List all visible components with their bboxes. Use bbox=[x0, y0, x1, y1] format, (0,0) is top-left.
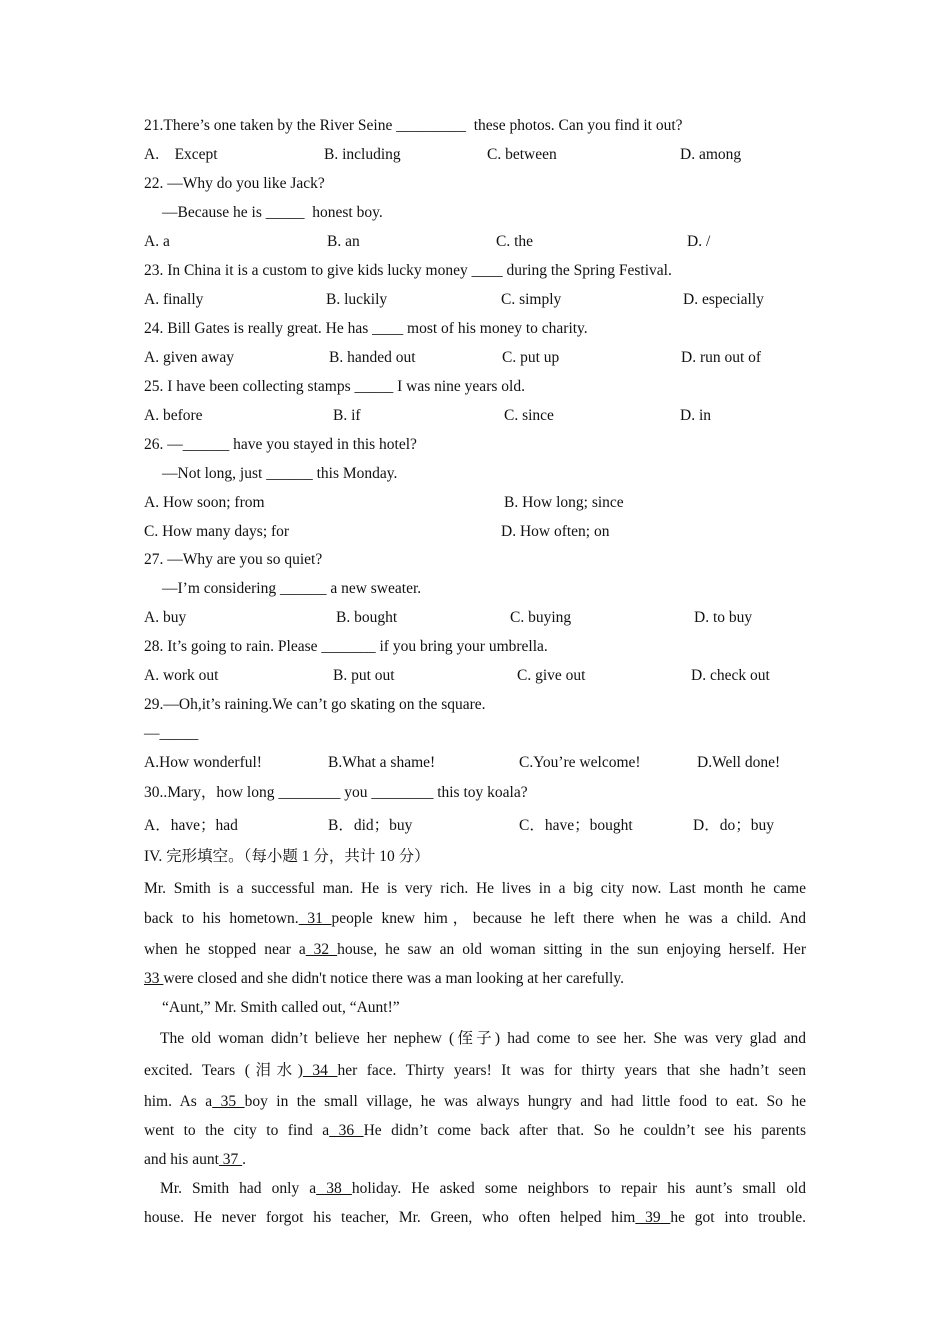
q26-option-b: B. How long; since bbox=[504, 494, 624, 511]
question-24-stem: 24. Bill Gates is really great. He has ____ most of his money to charity. bbox=[144, 320, 588, 337]
question-27-stem: 27. —Why are you so quiet? bbox=[144, 551, 323, 568]
q26-option-d: D. How often; on bbox=[501, 523, 610, 540]
q23-option-a: A. finally bbox=[144, 291, 204, 308]
passage-text: he got into trouble. bbox=[670, 1209, 807, 1226]
q30-option-a: A．have；had bbox=[144, 817, 238, 834]
passage-text: her face. Thirty years! It was for thirty years that she hadn’t seen bbox=[337, 1062, 806, 1079]
q21-option-c: C. between bbox=[487, 146, 557, 163]
question-22-stem: 22. —Why do you like Jack? bbox=[144, 175, 325, 192]
passage-line: The old woman didn’t believe her nephew (侄子) had come to see her. She was very glad and bbox=[160, 1030, 806, 1047]
passage-text: He didn’t come back after that. So he couldn’t see his parents bbox=[363, 1122, 806, 1139]
question-23-stem: 23. In China it is a custom to give kids lucky money ____ during the Spring Festival. bbox=[144, 262, 672, 279]
q22-option-c: C. the bbox=[496, 233, 534, 250]
passage-text: people knew him，because he left there when he was a child. And bbox=[331, 910, 806, 927]
question-26-stem: 26. —______ have you stayed in this hotel? bbox=[144, 436, 417, 453]
q26-option-a: A. How soon; from bbox=[144, 494, 265, 511]
passage-line bbox=[144, 1150, 806, 1170]
q21-option-a: A. Except bbox=[144, 146, 218, 163]
q25-option-a: A. before bbox=[144, 407, 203, 424]
q27-option-d: D. to buy bbox=[694, 609, 753, 626]
q29-option-d: D.Well done! bbox=[697, 754, 781, 771]
passage-text: went to the city to find a bbox=[144, 1122, 330, 1139]
passage-text: when he stopped near a bbox=[144, 941, 306, 958]
q29-option-c: C.You’re welcome! bbox=[519, 754, 641, 771]
q30-option-c: C．have；bought bbox=[519, 817, 633, 834]
passage-text: . bbox=[242, 1151, 247, 1168]
passage-text: excited. Tears (泪水) bbox=[144, 1062, 303, 1079]
q30-option-b: B．did；buy bbox=[328, 817, 413, 834]
passage-line bbox=[144, 909, 806, 929]
passage-line bbox=[144, 1121, 806, 1141]
q25-option-d: D. in bbox=[680, 407, 711, 424]
q25-option-c: C. since bbox=[504, 407, 554, 424]
passage-text: house. He never forgot his teacher, Mr. Green, who often helped him bbox=[144, 1209, 636, 1226]
passage-text: were closed and she didn't notice there was a man looking at her carefully. bbox=[163, 970, 624, 987]
q23-option-b: B. luckily bbox=[326, 291, 388, 308]
q22-option-a: A. a bbox=[144, 233, 170, 250]
blank-38: 38 bbox=[316, 1180, 352, 1197]
section-heading: IV. 完形填空。（每小题 1 分，共计 10 分） bbox=[144, 848, 430, 865]
passage-line bbox=[144, 969, 806, 989]
q24-option-d: D. run out of bbox=[681, 349, 762, 366]
passage-line bbox=[160, 1179, 806, 1199]
question-29-stem: 29.—Oh,it’s raining.We can’t go skating on the square. bbox=[144, 696, 486, 713]
question-29-reply: —_____ bbox=[144, 725, 199, 742]
blank-31: 31 bbox=[298, 910, 332, 927]
passage-text: back to his hometown. bbox=[144, 910, 299, 927]
passage-line bbox=[144, 1208, 806, 1228]
q29-option-b: B.What a shame! bbox=[328, 754, 436, 771]
q28-option-a: A. work out bbox=[144, 667, 219, 684]
q21-option-d: D. among bbox=[680, 146, 742, 163]
q27-option-a: A. buy bbox=[144, 609, 187, 626]
q28-option-d: D. check out bbox=[691, 667, 770, 684]
q23-option-d: D. especially bbox=[683, 291, 764, 308]
question-25-stem: 25. I have been collecting stamps _____ I was nine years old. bbox=[144, 378, 525, 395]
passage-text: boy in the small village, he was always hungry and had little food to eat. So he bbox=[244, 1093, 806, 1110]
question-21-stem: 21.There’s one taken by the River Seine _________ these photos. Can you find it out? bbox=[144, 117, 683, 134]
q22-option-d: D. / bbox=[687, 233, 711, 250]
blank-39: 39 bbox=[635, 1209, 671, 1226]
q27-option-c: C. buying bbox=[510, 609, 572, 626]
question-26-reply: —Not long, just ______ this Monday. bbox=[162, 465, 398, 482]
blank-36: 36 bbox=[329, 1122, 364, 1139]
q24-option-c: C. put up bbox=[502, 349, 560, 366]
q23-option-c: C. simply bbox=[501, 291, 562, 308]
blank-35: 35 bbox=[212, 1093, 245, 1110]
blank-37: 37 bbox=[218, 1151, 243, 1168]
passage-text: Mr. Smith had only a bbox=[160, 1180, 317, 1197]
q25-option-b: B. if bbox=[333, 407, 361, 424]
blank-32: 32 bbox=[305, 941, 338, 958]
question-22-reply: —Because he is _____ honest boy. bbox=[162, 204, 383, 221]
question-30-stem: 30..Mary，how long ________ you ________ this toy koala? bbox=[144, 784, 528, 801]
passage-text: him. As a bbox=[144, 1093, 213, 1110]
passage-text: and his aunt bbox=[144, 1151, 219, 1168]
q24-option-a: A. given away bbox=[144, 349, 234, 366]
passage-text: house, he saw an old woman sitting in the sun enjoying herself. Her bbox=[337, 941, 806, 958]
q26-option-c: C. How many days; for bbox=[144, 523, 290, 540]
blank-33: 33 bbox=[144, 970, 164, 987]
q30-option-d: D．do；buy bbox=[693, 817, 774, 834]
q28-option-b: B. put out bbox=[333, 667, 395, 684]
q29-option-a: A.How wonderful! bbox=[144, 754, 262, 771]
blank-34: 34 bbox=[302, 1062, 338, 1079]
passage-line bbox=[144, 1092, 806, 1112]
q21-option-b: B. including bbox=[324, 146, 401, 163]
passage-text: holiday. He asked some neighbors to repair his aunt’s small old bbox=[351, 1180, 806, 1197]
passage-line: “Aunt,” Mr. Smith called out, “Aunt!” bbox=[162, 999, 400, 1016]
q24-option-b: B. handed out bbox=[329, 349, 416, 366]
q27-option-b: B. bought bbox=[336, 609, 398, 626]
passage-line bbox=[144, 940, 806, 960]
question-27-reply: —I’m considering ______ a new sweater. bbox=[162, 580, 422, 597]
passage-line bbox=[144, 1061, 806, 1081]
q22-option-b: B. an bbox=[327, 233, 360, 250]
q28-option-c: C. give out bbox=[517, 667, 586, 684]
question-28-stem: 28. It’s going to rain. Please _______ if you bring your umbrella. bbox=[144, 638, 548, 655]
passage-line: Mr. Smith is a successful man. He is very rich. He lives in a big city now. Last month he came bbox=[144, 880, 806, 897]
